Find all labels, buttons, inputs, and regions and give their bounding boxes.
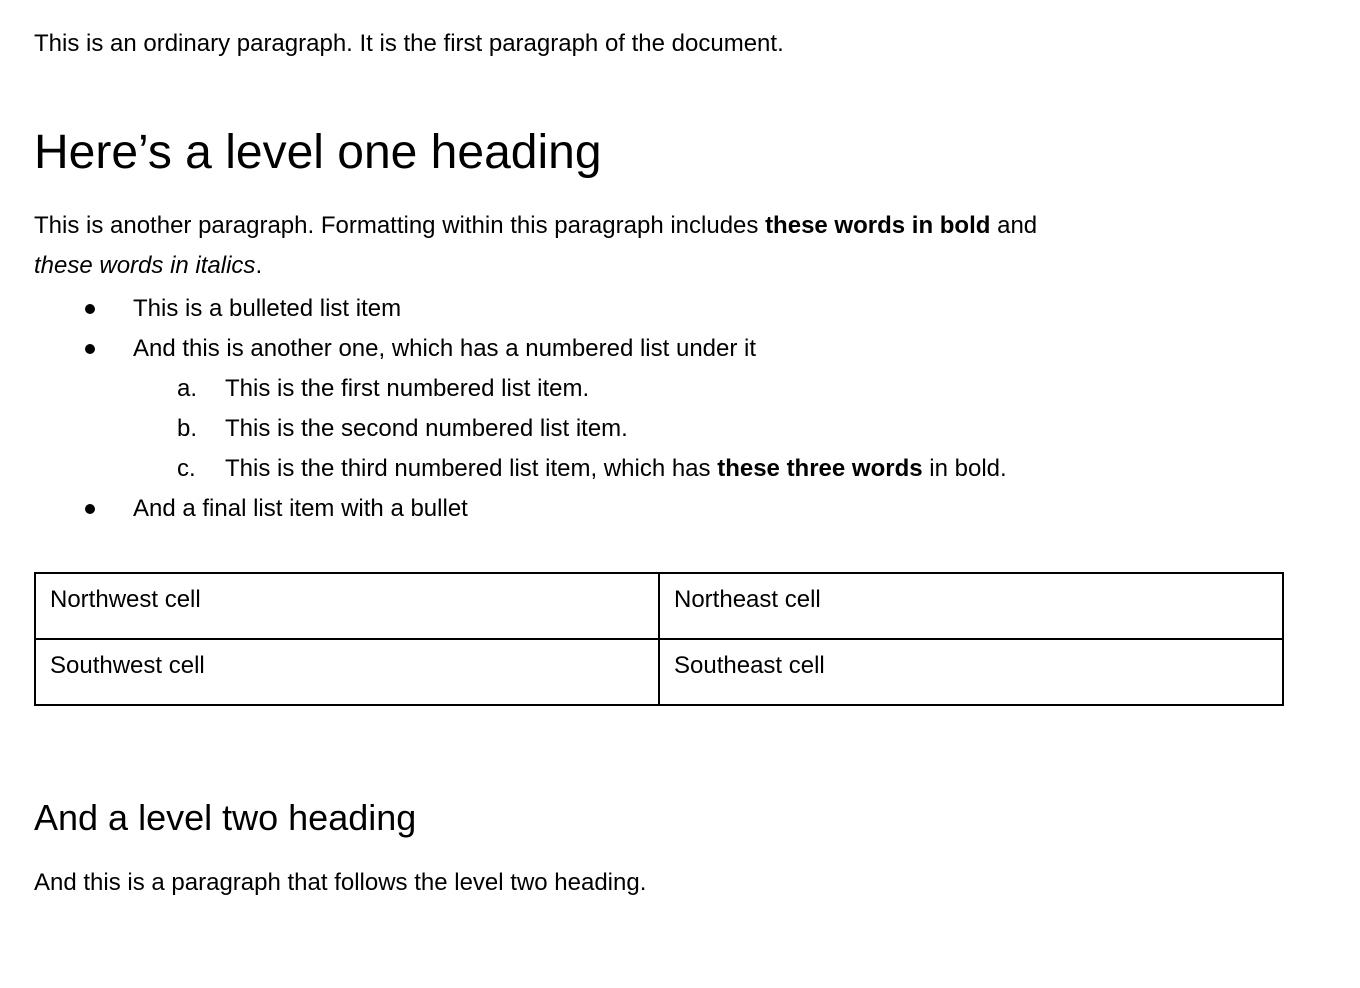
bullet-list-item-1 xyxy=(133,289,1326,329)
level-two-heading: And a level two heading xyxy=(34,797,417,838)
formatted-paragraph-text: This is another paragraph. Formatting within this paragraph includes xyxy=(34,212,766,239)
table-cell-southeast: Southeast cell xyxy=(659,639,1283,705)
numbered-list-item-c-text: in bold. xyxy=(922,455,1007,482)
bullet-list-item-2-text: And this is another one, which has a numbered list under it xyxy=(133,335,757,362)
numbered-list-item-c-text: This is the third numbered list item, which has xyxy=(225,455,718,482)
bullet-list xyxy=(34,289,1326,529)
table-row-south xyxy=(35,639,1283,705)
level-one-heading: Here’s a level one heading xyxy=(34,126,602,179)
first-paragraph: This is an ordinary paragraph. It is the first paragraph of the document. xyxy=(34,30,784,57)
document-table xyxy=(34,572,1284,706)
numbered-list-item-a xyxy=(177,369,1326,409)
bold-text: these three words xyxy=(717,455,923,482)
numbered-list-marker-b: b. xyxy=(177,415,198,442)
italic-text: these words in italics xyxy=(34,252,256,279)
bullet-icon xyxy=(85,344,95,354)
numbered-list-item-c xyxy=(177,449,1326,489)
numbered-list-item-b xyxy=(177,409,1326,449)
table-row-north xyxy=(35,573,1283,639)
closing-paragraph: And this is a paragraph that follows the level two heading. xyxy=(34,869,647,896)
numbered-list xyxy=(133,369,1326,489)
numbered-list-item-b-text: This is the second numbered list item. xyxy=(225,415,628,442)
numbered-list-item-a-text: This is the first numbered list item. xyxy=(225,375,590,402)
formatted-paragraph-text: and xyxy=(990,212,1038,239)
table-cell-southwest: Southwest cell xyxy=(35,639,659,705)
formatted-paragraph-text: . xyxy=(255,252,263,279)
bullet-list-item-3-text: And a final list item with a bullet xyxy=(133,495,468,522)
bullet-icon xyxy=(85,504,95,514)
bold-text: these words in bold xyxy=(765,212,991,239)
numbered-list-marker-a: a. xyxy=(177,375,198,402)
bullet-list-item-3 xyxy=(133,489,1326,529)
table-cell-northeast: Northeast cell xyxy=(659,573,1283,639)
formatted-paragraph xyxy=(34,206,1294,286)
bullet-list-item-1-text: This is a bulleted list item xyxy=(133,295,402,322)
table-cell-northwest: Northwest cell xyxy=(35,573,659,639)
bullet-list-item-2 xyxy=(133,329,1326,489)
numbered-list-marker-c: c. xyxy=(177,455,196,482)
bullet-icon xyxy=(85,304,95,314)
